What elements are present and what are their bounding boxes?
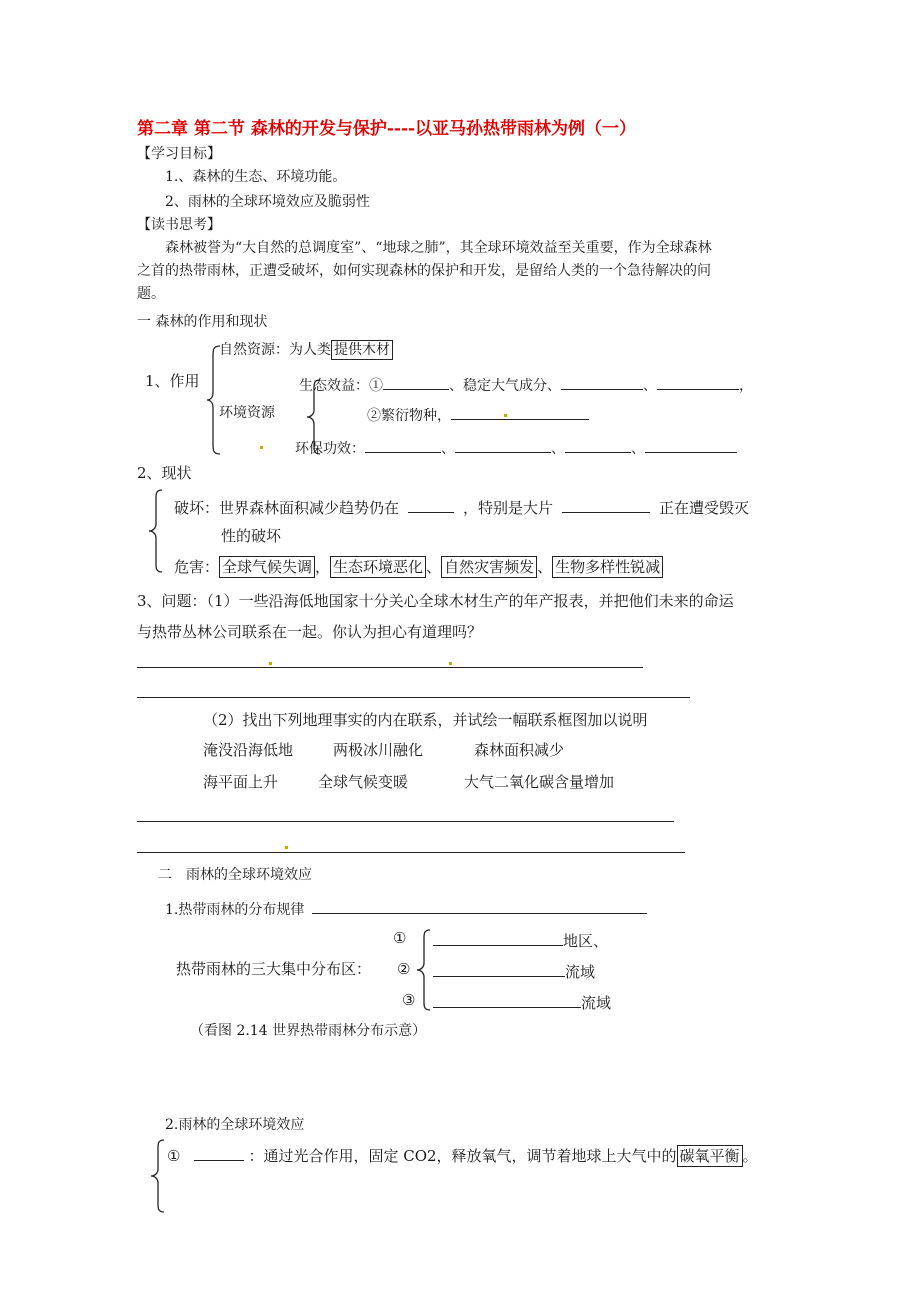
area-num: ③	[402, 991, 416, 1009]
question-line: 3、问题：（1）一些沿海低地国家十分关心全球木材生产的年产报表，并把他们未来的命运	[137, 592, 734, 610]
natural-resource	[219, 343, 393, 357]
question-line: 与热带丛林公司联系在一起。你认为担心有道理吗？	[137, 623, 483, 641]
eco-end: ，	[739, 378, 753, 394]
protect-prefix: 环保功效：	[295, 441, 365, 457]
answer-line	[137, 821, 674, 822]
area-suffix: 流域	[565, 963, 596, 981]
speck	[449, 662, 452, 665]
reading-line: 题。	[137, 286, 165, 302]
area-num: ②	[397, 960, 411, 978]
role-label: 1、作用	[145, 372, 200, 390]
eco-mid: 、稳定大气成分、	[449, 378, 561, 394]
fact-item: 大气二氧化碳含量增加	[464, 773, 615, 791]
objectives-heading: 【学习目标】	[137, 146, 221, 162]
damage-line2: 性的破坏	[221, 527, 282, 545]
effect1-end: 。	[742, 1147, 758, 1165]
blank-answer[interactable]	[194, 1146, 244, 1161]
blank-answer[interactable]	[312, 899, 647, 914]
blank-answer[interactable]	[565, 438, 631, 453]
speck	[285, 846, 288, 849]
boxed-harm: 自然灾害频发	[441, 556, 537, 578]
damage-end: 正在遭受毁灭	[659, 499, 750, 517]
harm-sep: ，	[315, 558, 331, 576]
damage-row	[174, 498, 749, 516]
status-label: 2、现状	[137, 464, 192, 482]
section1-heading: 一 森林的作用和现状	[137, 314, 268, 330]
blank-answer[interactable]	[383, 375, 449, 390]
eco-sep: 、	[643, 378, 657, 394]
area-row	[433, 962, 595, 980]
reading-heading: 【读书思考】	[137, 217, 221, 233]
role-brace	[206, 344, 222, 456]
fact-item: 森林面积减少	[474, 741, 565, 759]
eco2-prefix: ②繁衍物种，	[367, 408, 451, 424]
blank-answer[interactable]	[433, 962, 565, 977]
effect-label: 2.雨林的全球环境效应	[165, 1117, 305, 1133]
question-part2: （2）找出下列地理事实的内在联系，并试绘一幅联系框图加以说明	[203, 711, 648, 729]
areas-label: 热带雨林的三大集中分布区：	[176, 960, 372, 978]
protect-sep: 、	[631, 441, 645, 457]
reading-line: 森林被誉为“大自然的总调度室”、“地球之肺”，其全球环境效益至关重要，作为全球森林	[165, 240, 712, 256]
blank-answer[interactable]	[645, 438, 737, 453]
blank-answer[interactable]	[365, 438, 441, 453]
blank-answer[interactable]	[657, 375, 739, 390]
protect-row	[295, 438, 737, 456]
fact-item: 淹没沿海低地	[203, 741, 294, 759]
area-num: ①	[393, 929, 407, 947]
section2-heading: 二 雨林的全球环境效应	[158, 867, 312, 883]
effect1-num: ①	[167, 1147, 181, 1165]
area-row	[433, 993, 611, 1011]
eco-prefix: 生态效益：①	[299, 378, 383, 394]
blank-answer[interactable]	[451, 405, 589, 420]
objective-item: 2、雨林的全球环境效应及脆弱性	[165, 194, 370, 210]
areas-brace	[416, 928, 432, 1012]
fact-item: 两极冰川融化	[333, 741, 424, 759]
area-suffix: 流域	[581, 994, 612, 1012]
protect-sep: 、	[441, 441, 455, 457]
blank-answer[interactable]	[433, 931, 563, 946]
damage-prefix: 破坏：世界森林面积减少趋势仍在	[174, 499, 400, 517]
boxed-harm: 生物多样性锐减	[552, 556, 663, 578]
blank-answer[interactable]	[433, 993, 581, 1008]
area-row	[433, 931, 608, 949]
blank-answer[interactable]	[408, 498, 454, 513]
blank-answer[interactable]	[562, 498, 650, 513]
boxed-answer-carbon-oxygen: 碳氧平衡	[677, 1145, 743, 1167]
effect1-row	[167, 1146, 758, 1164]
effect1-text: ：通过光合作用，固定 CO2，释放氧气，调节着地球上大气中的	[248, 1147, 677, 1165]
eco-benefit-row	[299, 375, 753, 393]
page-title: 第二章 第二节 森林的开发与保护----以亚马孙热带雨林为例（一）	[137, 119, 637, 139]
effect-brace	[150, 1138, 166, 1214]
speck	[504, 414, 507, 417]
dist-row	[165, 899, 647, 917]
reading-line: 之首的热带雨林，正遭受破坏，如何实现森林的保护和开发，是留给人类的一个急待解决的问	[137, 263, 711, 279]
answer-line	[137, 852, 685, 853]
harm-row	[174, 560, 663, 575]
status-brace	[148, 488, 164, 574]
fact-item: 全球气候变暖	[318, 773, 409, 791]
blank-answer[interactable]	[455, 438, 551, 453]
answer-line	[137, 667, 643, 668]
speck	[260, 446, 263, 449]
harm-prefix: 危害：	[174, 558, 220, 576]
speck	[269, 662, 272, 665]
eco-benefit-row2	[367, 405, 589, 423]
objective-item: 1.、森林的生态、环境功能。	[165, 169, 347, 185]
fact-item: 海平面上升	[203, 773, 279, 791]
figure-ref: （看图 2.14 世界热带雨林分布示意）	[190, 1023, 427, 1039]
harm-sep: 、	[537, 558, 553, 576]
harm-sep: 、	[426, 558, 442, 576]
boxed-harm: 生态环境恶化	[330, 556, 426, 578]
blank-answer[interactable]	[561, 375, 643, 390]
dist-label: 1.热带雨林的分布规律	[165, 902, 305, 918]
answer-line	[137, 697, 690, 698]
natural-prefix: 自然资源：为人类	[219, 342, 331, 358]
env-resource-label: 环境资源	[219, 405, 275, 421]
protect-sep: 、	[551, 441, 565, 457]
boxed-harm: 全球气候失调	[219, 556, 315, 578]
boxed-answer-wood: 提供木材	[331, 340, 393, 360]
area-suffix: 地区、	[563, 932, 609, 950]
damage-mid: ，特别是大片	[463, 499, 554, 517]
